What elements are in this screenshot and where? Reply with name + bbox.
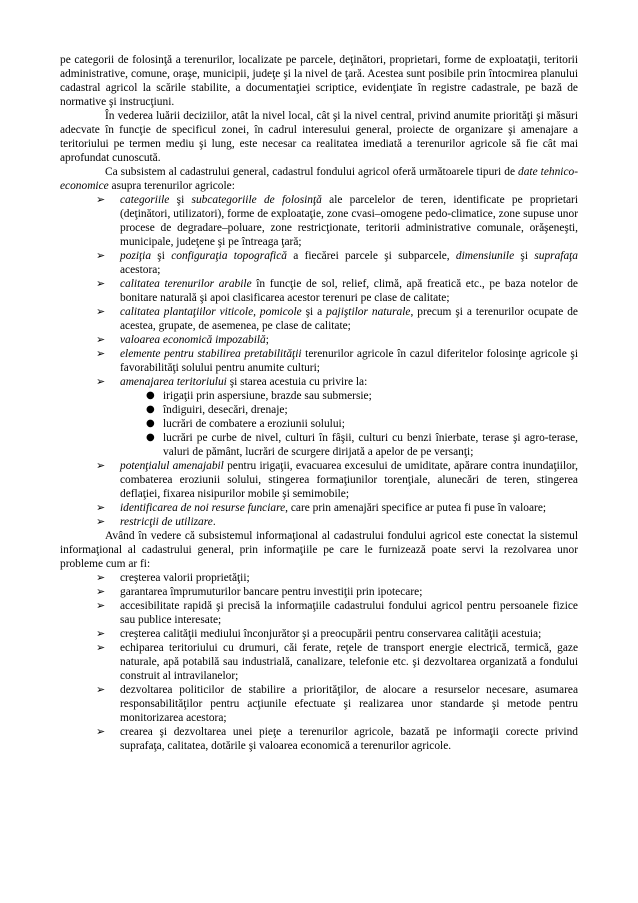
sub-list-item: ● îndiguiri, desecări, drenaje;: [146, 404, 288, 416]
list-item: ➢ crearea şi dezvoltarea unei pieţe a terenurilor agricole, bazată pe informaţii corecte privind suprafaţa, calitatea, dotările şi valoarea economică a terenurilor agricole.: [96, 725, 578, 752]
arrowhead-bullet-icon: ➢: [96, 641, 106, 654]
list-item: ➢ calitatea plantaţiilor viticole, pomicole şi a pajiştilor naturale, precum şi a terenurilor ocupate de acestea, grupate, de asemenea, pe clase de calitate;: [96, 305, 578, 332]
arrowhead-bullet-icon: ➢: [96, 501, 106, 514]
sub-list-item: ● lucrări pe curbe de nivel, culturi în fâşii, culturi cu benzi înierbate, terase şi agro-terase, valuri de pământ, lucrări de scurgere dirijată a apelor de pe versanţi;: [146, 432, 578, 458]
arrowhead-bullet-icon: ➢: [96, 249, 106, 262]
list-item: ➢ poziţia şi configuraţia topografică a fiecărei parcele şi subparcele, dimensiunile şi suprafaţa acestora;: [96, 249, 578, 276]
arrowhead-bullet-icon: ➢: [96, 305, 106, 318]
paragraph-data-types: Ca subsistem al cadastrului general, cadastrul fondului agricol oferă următoarele tipuri de date tehnico-economice asupra terenurilor agricole:: [60, 166, 578, 192]
dot-bullet-icon: ●: [146, 404, 155, 415]
list-item: ➢ creşterea calităţii mediului înconjurător şi a preocupării pentru conservarea calităţii acestuia;: [96, 627, 542, 640]
list-item: ➢ echiparea teritoriului cu drumuri, căi ferate, reţele de transport energie electrică, termică, gaze naturale, apă potabilă sau industrială, canalizare, telefonie etc. şi dezvoltarea organizată a fondului construit al intravilanelor;: [96, 641, 578, 682]
list-item: ➢ dezvoltarea politicilor de stabilire a priorităţilor, de alocare a resurselor necesare, asumarea responsabilităţilor pentru acţiunile efectuate şi realizarea unor standarde şi metode pentru monitorizarea acestora;: [96, 683, 578, 724]
arrowhead-bullet-icon: ➢: [96, 333, 106, 346]
sub-list-item: ● lucrări de combatere a eroziunii solului;: [146, 418, 345, 430]
list-item: ➢ garantarea împrumuturilor bancare pentru investiţii prin ipotecare;: [96, 585, 423, 598]
paragraph-intro: pe categorii de folosinţă a terenurilor, localizate pe parcele, deţinători, proprietari, forme de exploataţii, teritorii administrative, comune, oraşe, municipii, judeţe şi la nivel de ţară. Acestea sunt posibile prin întocmirea planului cadastral agricol la scările stabilite, a documentaţiei scriptice, evidenţiate în registre cadastrale, pe bază de normative şi instrucţiuni.: [60, 54, 578, 108]
arrowhead-bullet-icon: ➢: [96, 515, 106, 528]
dot-bullet-icon: ●: [146, 418, 155, 429]
list-item: ➢ categoriile şi subcategoriile de folosinţă ale parcelelor de teren, identificate pe proprietari (deţinători, utilizatori), forme de exploataţie, zone cvasi–omogene pedo-climatice, zone supuse unor procese de degradare–poluare, zone restricţionate, teritorii administrative comunale, orăşeneşti, municipale, judeţene şi pe întreaga ţară;: [96, 193, 578, 248]
list-item: ➢ valoarea economică impozabilă;: [96, 333, 269, 346]
arrowhead-bullet-icon: ➢: [96, 683, 106, 696]
list-item: ➢ identificarea de noi resurse funciare, care prin amenajări specifice ar putea fi puse în valoare;: [96, 501, 547, 514]
arrowhead-bullet-icon: ➢: [96, 459, 106, 472]
arrowhead-bullet-icon: ➢: [96, 375, 106, 388]
dot-bullet-icon: ●: [146, 432, 155, 443]
document-page: [60, 53, 578, 753]
list-item: ➢ amenajarea teritoriului şi starea acestuia cu privire la:: [96, 375, 368, 388]
list-item: ➢ accesibilitate rapidă şi precisă la informaţiile cadastrului fondului agricol pentru persoanele fizice sau publice interesate;: [96, 599, 578, 626]
arrowhead-bullet-icon: ➢: [96, 277, 106, 290]
dot-bullet-icon: ●: [146, 390, 155, 401]
list-item: ➢ calitatea terenurilor arabile în funcţie de sol, relief, climă, apă freatică etc., pe baza notelor de bonitare naturală şi apoi clasificarea acestor terenuri pe clase de calitate;: [96, 277, 578, 304]
list-item: ➢ restricţii de utilizare.: [96, 515, 216, 528]
arrowhead-bullet-icon: ➢: [96, 193, 106, 206]
arrowhead-bullet-icon: ➢: [96, 627, 106, 640]
arrowhead-bullet-icon: ➢: [96, 571, 106, 584]
arrowhead-bullet-icon: ➢: [96, 347, 106, 360]
arrowhead-bullet-icon: ➢: [96, 599, 106, 612]
sub-list-item: ● irigaţii prin aspersiune, brazde sau submersie;: [146, 390, 372, 402]
paragraph-decisions: În vederea luării deciziilor, atât la nivel local, cât şi la nivel central, privind anumite priorităţi şi măsuri adecvate în funcţie de specificul zonei, în cadrul interesului general, proiecte de organizare şi amenajare a teritoriului pe termen mediu şi lung, este necesar ca realitatea imediată a terenurilor agricole să fie cât mai aprofundat cunoscută.: [60, 110, 578, 164]
arrowhead-bullet-icon: ➢: [96, 725, 106, 738]
list-item: ➢ creşterea valorii proprietăţii;: [96, 571, 250, 584]
paragraph-information-system: Având în vedere că subsistemul informaţional al cadastrului fondului agricol este conectat la sistemul informaţional al cadastrului general, prin informaţiile pe care le furnizează poate servi la rezolvarea unor probleme cum ar fi:: [60, 530, 578, 570]
arrowhead-bullet-icon: ➢: [96, 585, 106, 598]
list-item: ➢ elemente pentru stabilirea pretabilităţii terenurilor agricole în cazul diferitelor folosinţe agricole şi favorabilităţi solului pentru anumite culturi;: [96, 347, 578, 374]
list-item: ➢ potenţialul amenajabil pentru irigaţii, evacuarea excesului de umiditate, apărare contra inundaţiilor, combaterea eroziunii solului, stingerea formaţiunilor torenţiale, alunecări de teren, stingerea deflaţiei, fixarea nisipurilor mobile şi semimobile;: [96, 459, 578, 500]
